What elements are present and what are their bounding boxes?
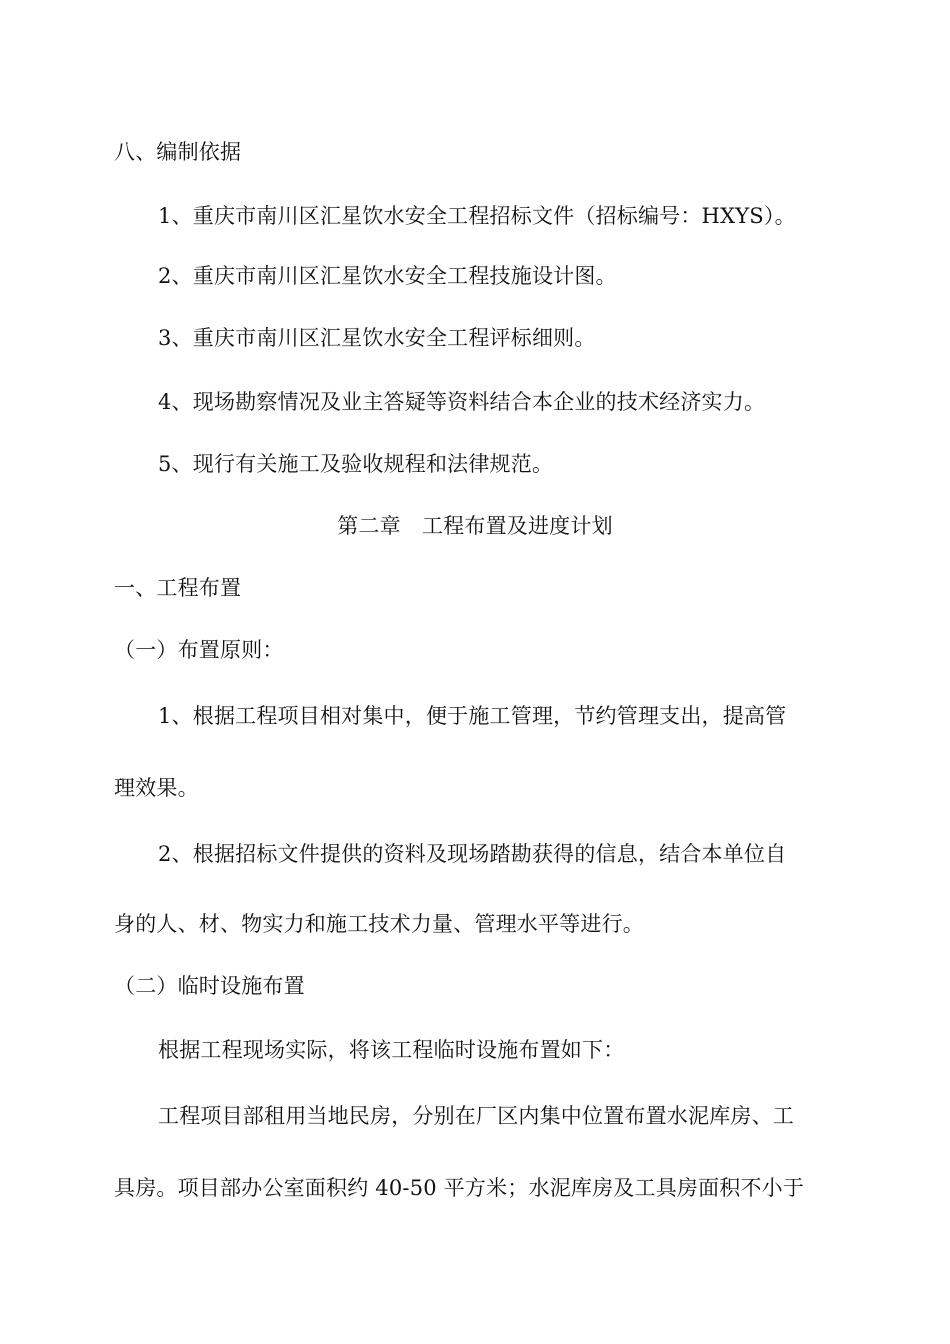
section-heading-compilation-basis: 八、编制依据 <box>114 140 242 164</box>
principle-1-line-1: 1、根据工程项目相对集中，便于施工管理，节约管理支出，提高管 <box>158 704 787 728</box>
principle-2-line-1: 2、根据招标文件提供的资料及现场踏勘获得的信息，结合本单位自 <box>158 842 787 866</box>
basis-item-4: 4、现场勘察情况及业主答疑等资料结合本企业的技术经济实力。 <box>158 390 766 414</box>
subsection-heading-temporary-facilities: （二）临时设施布置 <box>114 974 305 998</box>
section-heading-layout: 一、工程布置 <box>114 576 242 600</box>
principle-1-line-2: 理效果。 <box>114 776 199 800</box>
chapter-title: 第二章 工程布置及进度计划 <box>337 514 613 538</box>
basis-item-1: 1、重庆市南川区汇星饮水安全工程招标文件（招标编号：HXYS）。 <box>158 204 796 228</box>
temporary-facilities-intro: 根据工程现场实际，将该工程临时设施布置如下： <box>158 1038 625 1062</box>
basis-item-2: 2、重庆市南川区汇星饮水安全工程技施设计图。 <box>158 264 617 288</box>
subsection-heading-principles: （一）布置原则： <box>114 638 284 662</box>
temporary-facilities-para-line-2: 具房。项目部办公室面积约 40-50 平方米；水泥库房及工具房面积不小于 <box>114 1176 805 1200</box>
principle-2-line-2: 身的人、材、物实力和施工技术力量、管理水平等进行。 <box>114 912 644 936</box>
basis-item-3: 3、重庆市南川区汇星饮水安全工程评标细则。 <box>158 326 596 350</box>
temporary-facilities-para-line-1: 工程项目部租用当地民房，分别在厂区内集中位置布置水泥库房、工 <box>158 1104 794 1128</box>
basis-item-5: 5、现行有关施工及验收规程和法律规范。 <box>158 452 554 476</box>
